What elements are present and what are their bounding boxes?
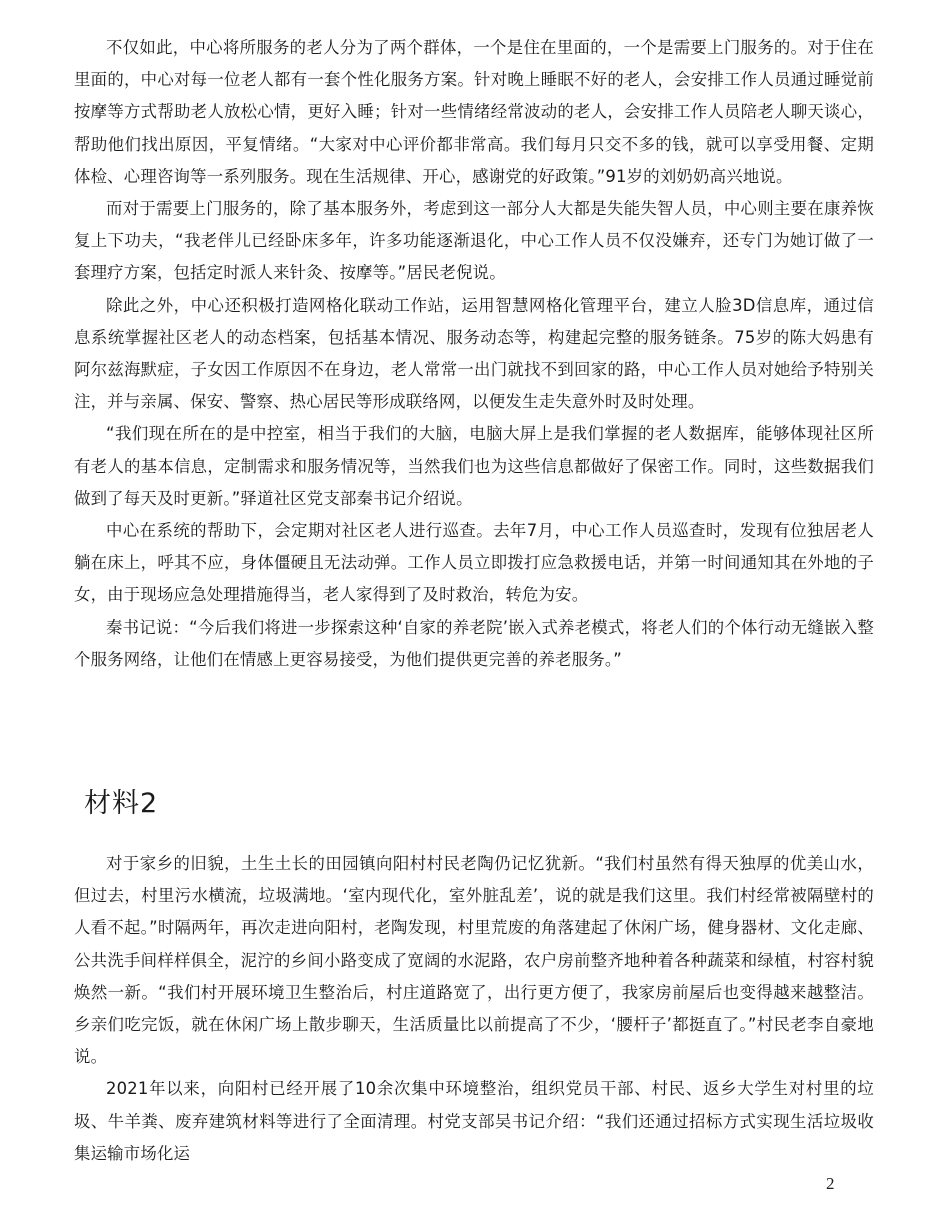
section-heading: 材料2 (84, 788, 159, 819)
paragraph: 2021年以来，向阳村已经开展了10余次集中环境整治，组织党员干部、村民、返乡大学生对村里的垃圾、牛羊粪、废弃建筑材料等进行了全面清理。村党支部吴书记介绍：“我们还通过招标方式实现生活垃圾收集运输市场化运 (74, 1079, 874, 1163)
paragraph: 除此之外，中心还积极打造网格化联动工作站，运用智慧网格化管理平台，建立人脸3D信息库，通过信息系统掌握社区老人的动态档案，包括基本情况、服务动态等，构建起完整的服务链条。75岁的陈大妈患有阿尔兹海默症，子女因工作原因不在身边，老人常常一出门就找不到回家的路，中心工作人员对她给予特别关注，并与亲属、保安、警察、热心居民等形成联络网，以便发生走失意外时及时处理。 (74, 295, 874, 412)
section-1-body (74, 32, 874, 676)
paragraph: “我们现在所在的是中控室，相当于我们的大脑，电脑大屏上是我们掌握的老人数据库，能够体现社区所有老人的基本信息，定制需求和服务情况等，当然我们也为这些信息都做好了保密工作。同时，这些数据我们做到了每天及时更新。”驿道社区党支部秦书记介绍说。 (74, 424, 874, 508)
page-number: 2 (826, 1174, 835, 1193)
paragraph: 不仅如此，中心将所服务的老人分为了两个群体，一个是住在里面的，一个是需要上门服务的。对于住在里面的，中心对每一位老人都有一套个性化服务方案。针对晚上睡眠不好的老人，会安排工作人员通过睡觉前按摩等方式帮助老人放松心情，更好入睡；针对一些情绪经常波动的老人，会安排工作人员陪老人聊天谈心，帮助他们找出原因，平复情绪。“大家对中心评价都非常高。我们每月只交不多的钱，就可以享受用餐、定期体检、心理咨询等一系列服务。现在生活规律、开心，感谢党的好政策。”91岁的刘奶奶高兴地说。 (74, 38, 874, 186)
section-2-body (74, 848, 874, 1170)
paragraph: 中心在系统的帮助下，会定期对社区老人进行巡查。去年7月，中心工作人员巡查时，发现有位独居老人躺在床上，呼其不应，身体僵硬且无法动弹。工作人员立即拨打应急救援电话，并第一时间通知其在外地的子女，由于现场应急处理措施得当，老人家得到了及时救治，转危为安。 (74, 521, 874, 605)
paragraph: 秦书记说：“今后我们将进一步探索这种‘自家的养老院’嵌入式养老模式，将老人们的个体行动无缝嵌入整个服务网络，让他们在情感上更容易接受，为他们提供更完善的养老服务。” (74, 617, 874, 669)
paragraph: 对于家乡的旧貌，土生土长的田园镇向阳村村民老陶仍记忆犹新。“我们村虽然有得天独厚的优美山水，但过去，村里污水横流，垃圾满地。‘室内现代化，室外脏乱差’，说的就是我们这里。我们村经常被隔壁村的人看不起。”时隔两年，再次走进向阳村，老陶发现，村里荒废的角落建起了休闲广场，健身器材、文化走廊、公共洗手间样样俱全，泥泞的乡间小路变成了宽阔的水泥路，农户房前整齐地种着各种蔬菜和绿植，村容村貌焕然一新。“我们村开展环境卫生整治后，村庄道路宽了，出行更方便了，我家房前屋后也变得越来越整洁。乡亲们吃完饭，就在休闲广场上散步聊天，生活质量比以前提高了不少，‘腰杆子’都挺直了。”村民老李自豪地说。 (74, 854, 874, 1067)
paragraph: 而对于需要上门服务的，除了基本服务外，考虑到这一部分人大都是失能失智人员，中心则主要在康养恢复上下功夫，“我老伴儿已经卧床多年，许多功能逐渐退化，中心工作人员不仅没嫌弃，还专门为她订做了一套理疗方案，包括定时派人来针灸、按摩等。”居民老倪说。 (74, 199, 874, 283)
